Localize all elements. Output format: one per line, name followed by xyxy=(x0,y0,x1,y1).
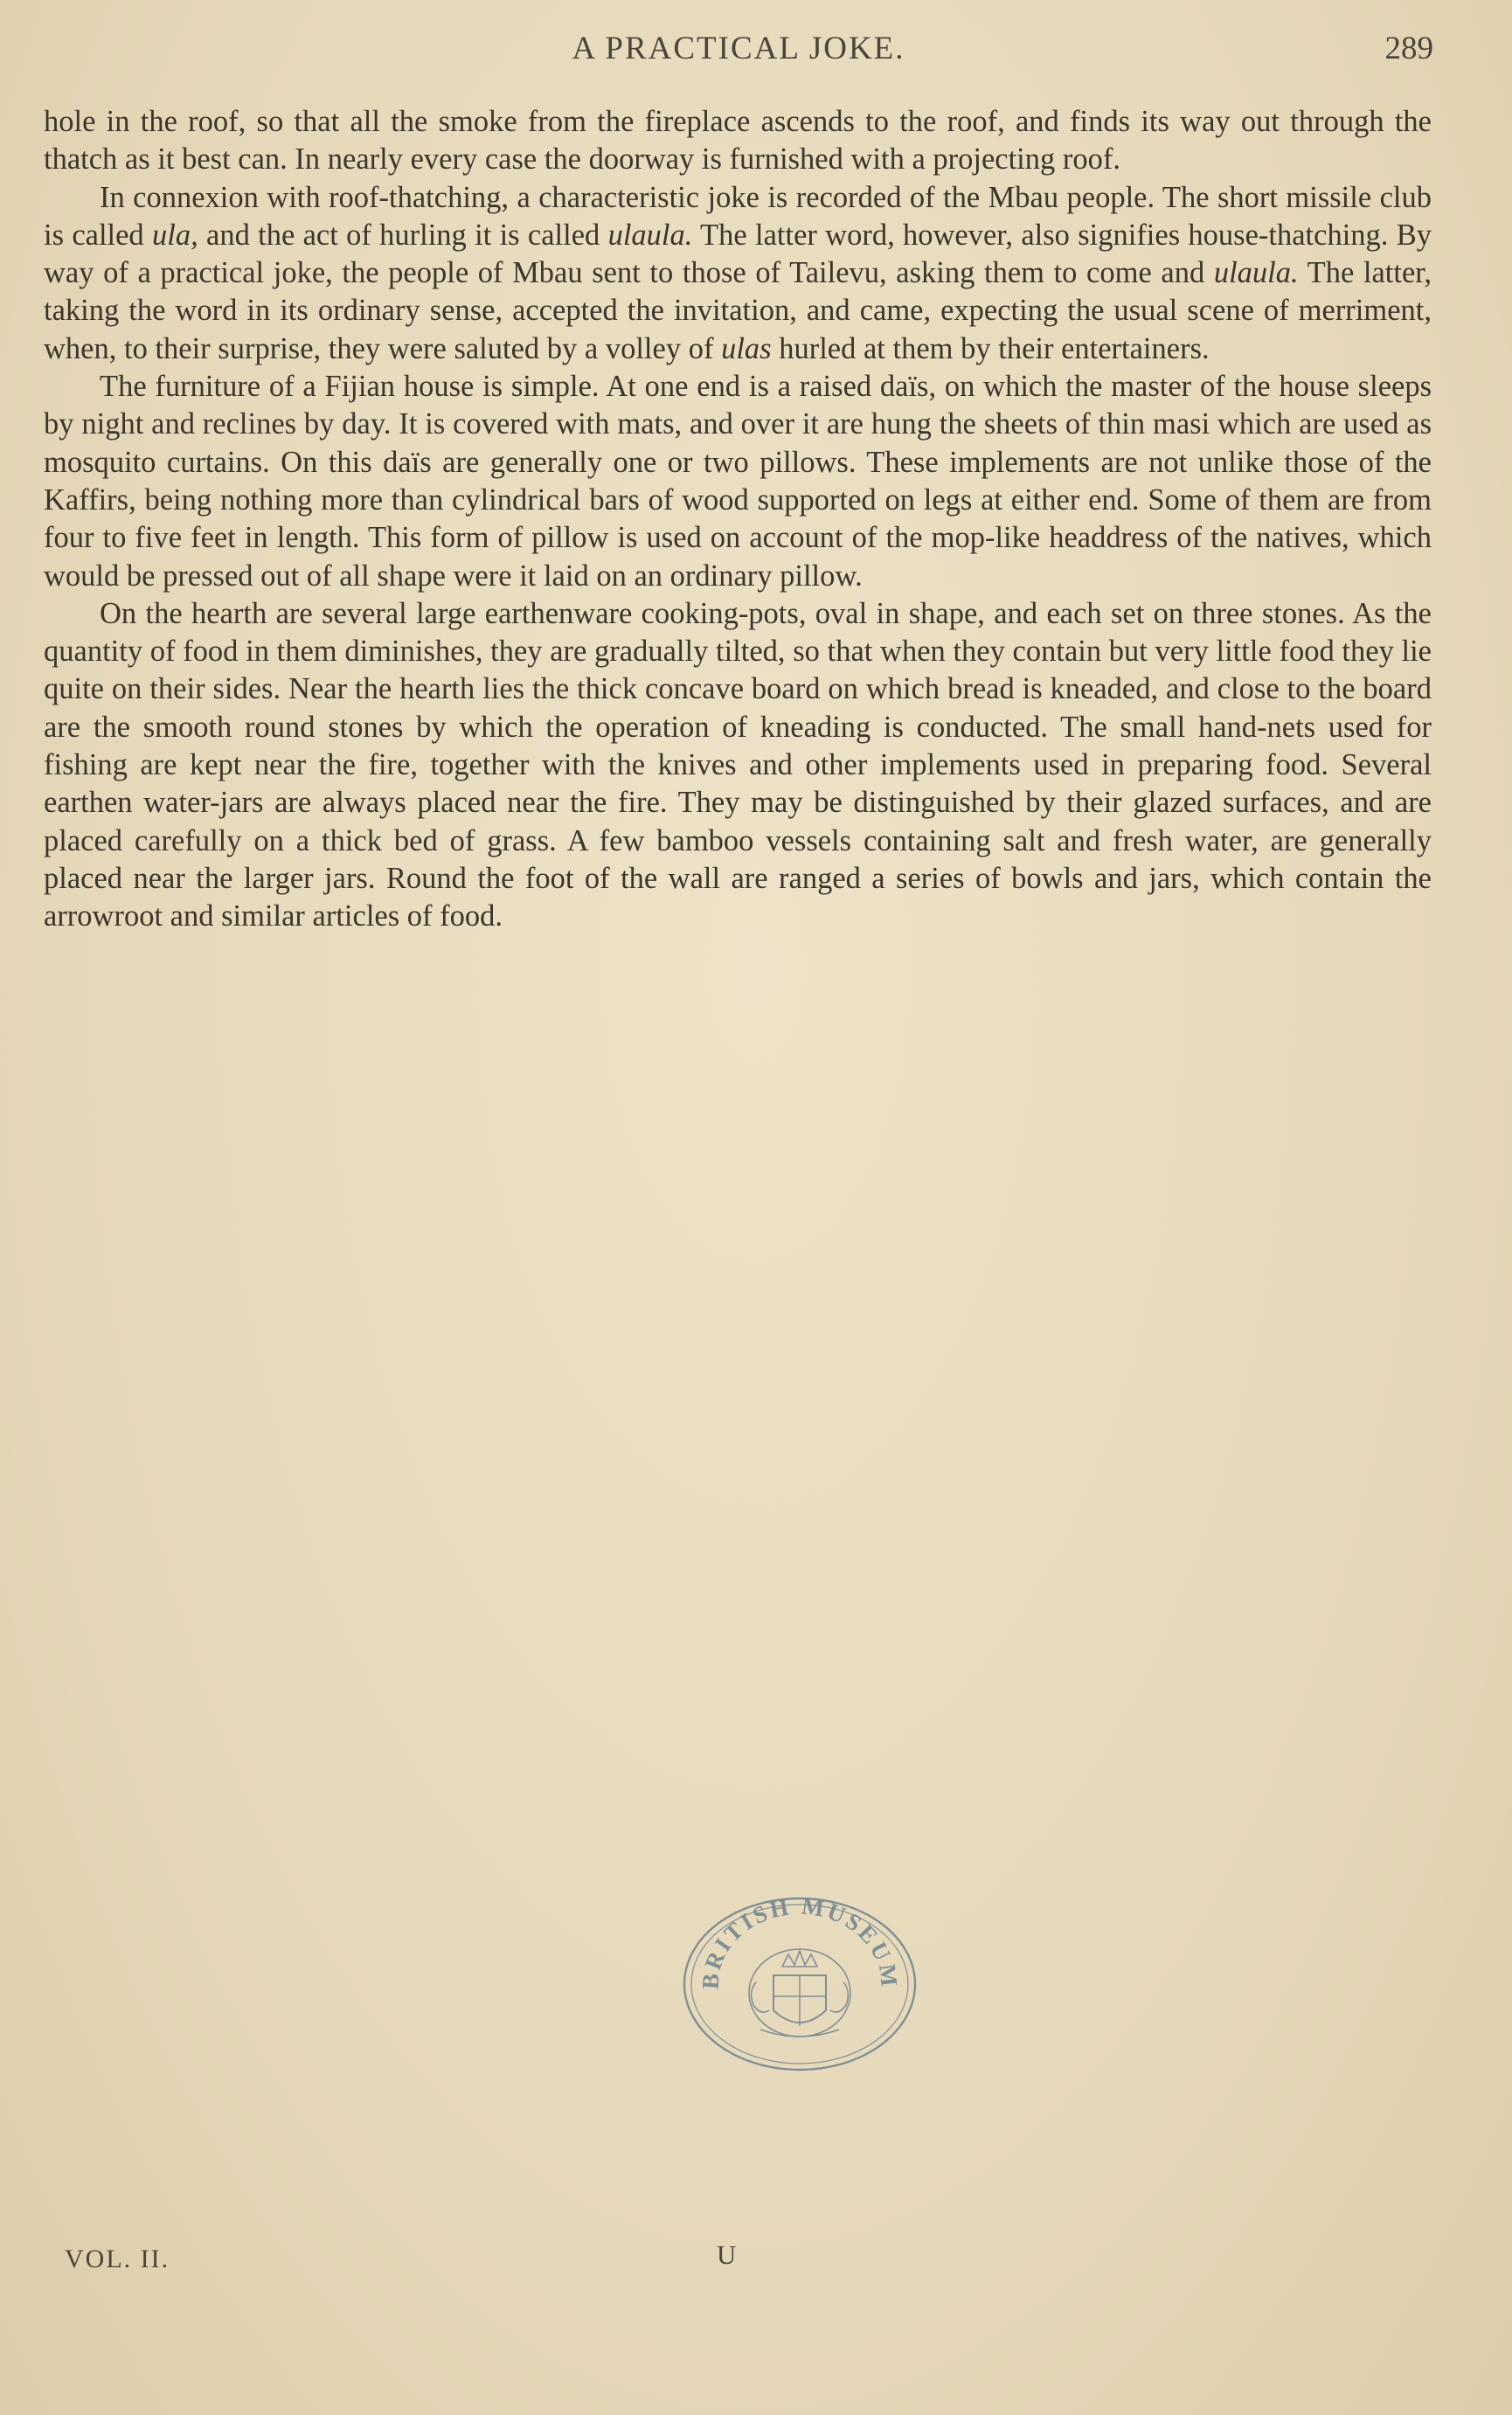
body-text xyxy=(44,103,1432,936)
italic-term: ulaula. xyxy=(607,218,693,252)
stamp-legend: BRITISH MUSEUM xyxy=(697,1892,904,1991)
paragraph-1: hole in the roof, so that all the smoke from the fireplace ascends to the roof, and finds its way out through the thatch as it best can. In nearly every case the doorway is furnished with a projecting roof. xyxy=(44,105,1432,177)
italic-term: ula, xyxy=(151,218,198,252)
british-museum-stamp xyxy=(673,1879,926,2071)
volume-label: VOL. II. xyxy=(65,2245,170,2273)
italic-term: ulas xyxy=(721,331,772,365)
running-title: A PRACTICAL JOKE. xyxy=(572,31,905,66)
running-head xyxy=(44,30,1433,73)
signature-mark: U xyxy=(717,2239,737,2270)
italic-term: ulaula. xyxy=(1213,256,1299,290)
page-number: 289 xyxy=(1384,31,1433,66)
museum-stamp-seal xyxy=(673,1879,926,2071)
paragraph-2: In connexion with roof-thatching, a characteristic joke is recorded of the Mbau people. The short missile club is called ula, and the act of hurling it is called ulaula. The latter word, however, also signifies house-thatching. By way of a practical joke, the people of Mbau sent to those of Tailevu, asking them to come and ulaula. The latter, taking the word in its ordinary sense, accepted the invitation, and came, expecting the usual scene of merriment, when, to their surprise, they were saluted by a volley of ulas hurled at them by their entertainers. xyxy=(44,180,1432,365)
paragraph-4: On the hearth are several large earthenware cooking-pots, oval in shape, and each set on three stones. As the quantity of food in them diminishes, they are gradually tilted, so that when they contain but very little food they lie quite on their sides. Near the hearth lies the thick concave board on which bread is kneaded, and close to the board are the smooth round stones by which the operation of kneading is conducted. The small hand-nets used for fishing are kept near the fire, together with the knives and other implements used in preparing food. Several earthen water-jars are always placed near the fire. They may be distinguished by their glazed surfaces, and are placed carefully on a thick bed of grass. A few bamboo vessels containing salt and fresh water, are generally placed near the larger jars. Round the foot of the wall are ranged a series of bowls and jars, which contain the arrowroot and similar articles of food. xyxy=(44,596,1432,933)
paragraph-3: The furniture of a Fijian house is simple. At one end is a raised daïs, on which the master of the house sleeps by night and reclines by day. It is covered with mats, and over it are hung the sheets of thin masi which are used as mosquito curtains. On this daïs are generally one or two pillows. These implements are not unlike those of the Kaffirs, being nothing more than cylindrical bars of wood supported on legs at either end. Some of them are from four to five feet in length. This form of pillow is used on account of the mop-like headdress of the natives, which would be pressed out of all shape were it laid on an ordinary pillow. xyxy=(44,370,1432,593)
